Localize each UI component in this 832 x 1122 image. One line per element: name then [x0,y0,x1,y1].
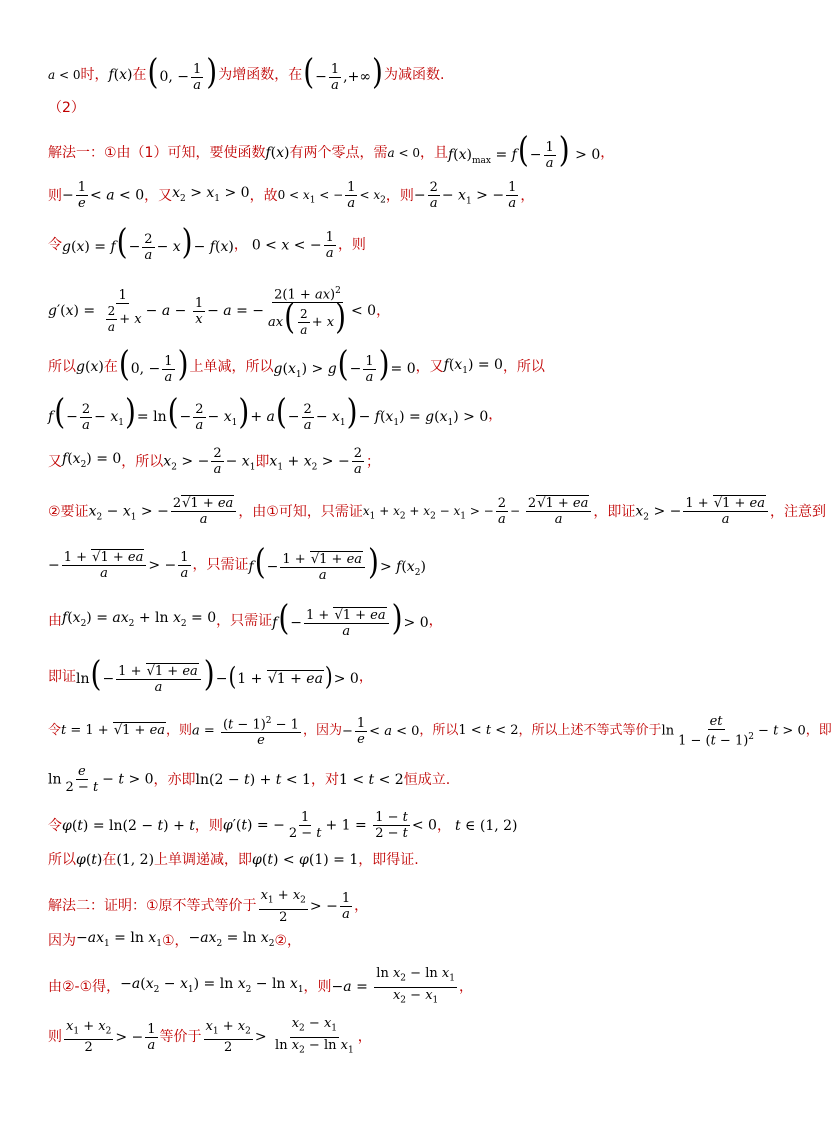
text-line [48,98,753,118]
text-line: a < 0 时， f(x) 在 (0, − $\frac{1}{a}$ ) 为增函数，在 (− $\frac{1}{a}$ ,+∞) 为减函数. [48,50,445,93]
text-line: − $\frac{1 + √1 + ea}{a}$ > − $\frac{1}{a}$ ，只需证 f(− $\frac{1 + √1 + ea}{a}$ )> $f(x_2)$ [48,540,426,583]
text: 有两个零点，需 [289,145,388,162]
section-number: （2） [48,100,85,116]
text-line: 令 φ(t) = ln(2 − t) + t ，则 φ′(t) = − $\frac{1}{2 - t}$ + 1 = $\frac{1 - t}{2 - t}$ < 0 ， t ∈ (1, 2) [48,810,518,841]
text-line: g′(x) = 1 $\frac{2}{a}$ + x − a − $\frac{1}{x}$ − a = − 2(1 + ax)$^2$ ax( $\frac{2}{a}$ + x) < 0 ， [48,286,391,338]
text-line: 解法二：证明：①原不等式等价于 $\frac{x_1 + x_2}{2}$ > − $\frac{1}{a}$ ， [48,888,369,925]
text-line: ln $\frac{e}{2 - t}$ − t > 0 ，亦即 ln(2 − t) + t < 1 ，对 1 < t < 2 恒成立. [48,764,451,795]
text: 解法一：①由（1）可知，要使函数 [48,145,266,162]
text-line: 则 − $\frac{1}{e}$ < a < 0 ，又 $x_2 > x_1 > 0$ ，故 $0 < x_1$ < − $\frac{1}{a}$ < $x_2$ ，则 − $\frac{2}{a}$ − $x_1$ > − $\frac{1}{a}$ ， [48,180,535,212]
text-line: 则 $\frac{x_1 + x_2}{2}$ > − $\frac{1}{a}$ 等价于 $\frac{x_1 + x_2}{2}$ > $\frac{x_2 - x_1}{\ln x_2 - \ln x_1}$ ， [48,1016,372,1056]
text-line: f(− $\frac{2}{a}$ − $x_1)= \ln(-$ $\frac{2}{a}$ − $x_1)+ a(-$ $\frac{2}{a}$ − $x_1)- f(x_1) = g(x_1) > 0$ ， [48,390,503,433]
text-line: 解法一：①由（1）可知，要使函数 f(x) 有两个零点，需 a < 0 ，且 $f(x)_{max} = f(-$ $\frac{1}{a}$ ) > 0 ， [48,128,615,171]
text-line: 因为 $-ax_1 = \ln x_1$ ①， $-ax_2 = \ln x_2$ ②， [48,930,301,949]
text-line: 由②-①得， $-a(x_2 - x_1) = \ln x_2 - \ln x_1$ ，则 −a = $\frac{\ln x_2 - \ln x_1}{x_2 - x_1}$ ， [48,966,473,1006]
text-line: 又 $f(x_2) = 0$ ，所以 $x_2$ > − $\frac{2}{a}$ − $x_1$ 即 $x_1 + x_2$ > − $\frac{2}{a}$ ； [48,446,380,477]
text-line: 所以 φ(t) 在 (1, 2) 上单调递减，即 φ(t) < φ(1) = 1 ，即得证. [48,852,419,868]
text: ，且 [419,145,448,162]
text-line: 由 $f(x_2) = ax_2 + \ln x_2 = 0$ ，只需证 f(− $\frac{1 + √1 + ea}{a}$ )> 0 ， [48,596,443,639]
text-line: 即证 ln(− $\frac{1 + √1 + ea}{a}$ )−(1 + √1 + ea )> 0 ， [48,652,373,695]
text-line: ②要证 $x_2 - x_1$ > − $\frac{2√1 + ea}{a}$ ，由①可知，只需证 $x_1 + x_2 + x_2 - x_1$ > − $\frac{2}{a}$ − $\frac{2√1 + ea}{a}$ ，即证 $x_2$ > − $\frac{1 + √1 + ea}{a}$ ，注意到 [48,496,826,528]
text-line: 所以 g(x) 在 (0, − $\frac{1}{a}$ ) 上单减，所以 $g(x_1) > g(-$ $\frac{1}{a}$ )= 0 ，又 $f(x_1) = 0$ ，所以 [48,342,545,385]
text-line: 令 t = 1 + √1 + ea ，则 a = $\frac{(t - 1)^2 - 1}{e}$ ，因为 − $\frac{1}{e}$ < a < 0 ，所以 1 < t < 2 ，所以上述不等式等价于 ln $\frac{et}{1 - (t - 1)^2}$ − t > 0 ，即 [48,714,832,749]
text-line: 令 g(x) = f(− $\frac{2}{a}$ − x)− f(x) ， 0 < x < − $\frac{1}{a}$ ，则 [48,220,366,263]
